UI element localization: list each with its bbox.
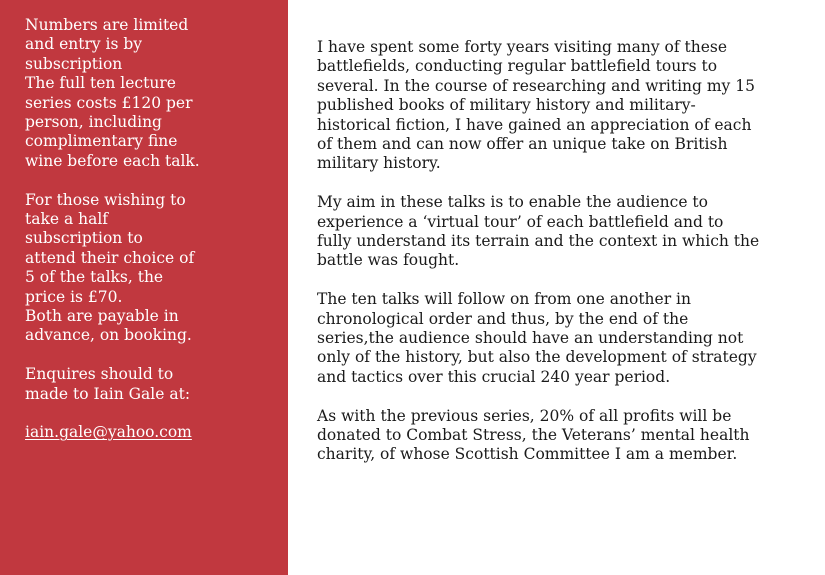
enquiries-info: Enquires should to made to Iain Gale at:: [25, 365, 191, 403]
email-link[interactable]: iain.gale@yahoo.com: [25, 423, 192, 442]
sidebar-text: [25, 16, 275, 443]
sidebar-panel: [0, 0, 288, 575]
half-subscription-info: For those wishing to take a half subscription to attend their choice of 5 of the talks, the price is £70. Both are payable in advance, on booking.: [25, 190, 195, 345]
subscription-info: Numbers are limited and entry is by subscription The full ten lecture series costs £120 per person, including complimentary fine wine before each talk.: [25, 16, 200, 170]
paragraph-aim: My aim in these talks is to enable the audience to experience a ‘virtual tour’ of each battlefield and to fully understand its terrain and the context in which the battle was fought.: [317, 193, 760, 270]
email-line: [25, 423, 275, 442]
paragraph-structure: The ten talks will follow on from one another in chronological order and thus, by the end of the series,the audience should have an understanding not only of the history, but also the development of strategy and tactics over this crucial 240 year period.: [317, 290, 757, 386]
paragraph-charity: As with the previous series, 20% of all profits will be donated to Combat Stress, the Veterans’ mental health charity, of whose Scottish Committee I am a member.: [317, 406, 750, 464]
main-content: [317, 38, 797, 465]
paragraph-background: I have spent some forty years visiting many of these battlefields, conducting regular battlefield tours to several. In the course of researching and writing my 15 published books of military history and military- historical fiction, I have gained an appreciation of each of them and can now offer an unique take on British military history.: [317, 38, 755, 173]
